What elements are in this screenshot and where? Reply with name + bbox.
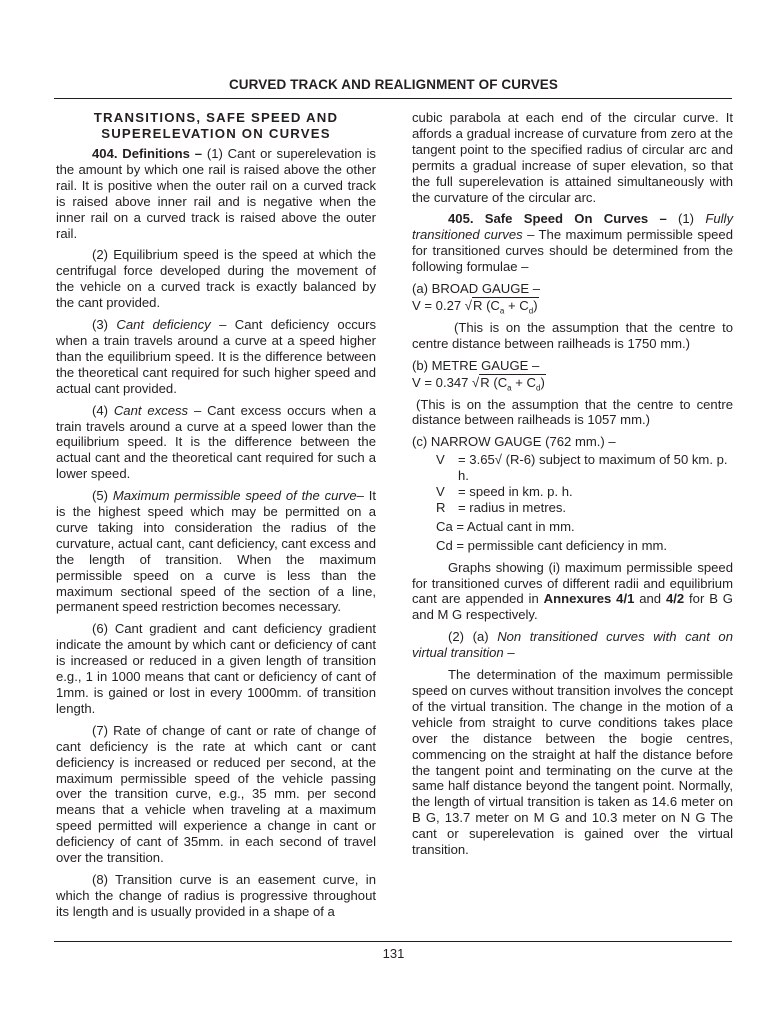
definition-text: = 3.65√ (R-6) subject to maximum of 50 km. p. h. <box>458 452 728 484</box>
term-cant-excess: Cant excess <box>113 402 189 418</box>
definition-row <box>436 500 733 516</box>
right-column <box>412 110 733 864</box>
definition-symbol: V <box>436 452 445 468</box>
definition-row <box>436 452 733 484</box>
narrow-gauge-definitions <box>436 452 733 553</box>
left-column <box>56 110 376 926</box>
term-cant-deficiency: Cant deficiency <box>116 317 211 333</box>
term-max-permissible-speed: Maximum permissible speed of the curve <box>112 488 357 504</box>
paragraph-3-text: – Cant deficiency occurs when a train travels around a curve at a speed higher than the equilibrium speed. It is the difference between the theoretical cant required for such higher speed and actual cant provided. <box>56 317 376 396</box>
paragraph-3-number: (3) <box>92 317 117 333</box>
graphs-text-1: Graphs showing (i) maximum permissible speed for transitioned curves of different radii and equilibrium cant are appended in <box>412 559 733 607</box>
graphs-text-3: for B G and M G respectively. <box>412 591 733 623</box>
term-fully-transitioned: Fully transitioned curves <box>412 211 733 243</box>
graphs-text-2: and <box>634 591 666 607</box>
header-rule <box>54 98 732 99</box>
section-title-line-2: SUPERELEVATION ON CURVES <box>101 126 331 141</box>
subscript-d: d <box>536 383 541 393</box>
formula-lhs: V = 0.347 √ <box>412 374 480 390</box>
formula-lhs: V = 0.27 √ <box>412 297 472 313</box>
paragraph-404-text: (1) Cant or superelevation is the amount by which one rail is raised above the other rail. It is positive when the outer rail on a curved track is raised above inner rail and is negative when the inner rail on a curved track is raised above the outer rail. <box>56 146 376 241</box>
subscript-a: a <box>507 383 512 393</box>
paragraph-404-heading: 404. Definitions – <box>92 146 203 161</box>
definition-ca: Ca = Actual cant in mm. <box>436 518 575 534</box>
subscript-d: d <box>528 306 534 316</box>
subscript-a: a <box>499 306 505 316</box>
paragraph-5-number: (5) <box>92 488 113 504</box>
broad-gauge-formula <box>412 298 733 314</box>
section-title-line-1: TRANSITIONS, SAFE SPEED AND <box>93 110 339 125</box>
running-header: CURVED TRACK AND REALIGNMENT OF CURVES <box>228 77 559 92</box>
paragraph-405 <box>412 211 733 275</box>
paragraph-404 <box>56 146 376 241</box>
paragraph-5-text: – It is the highest speed which may be permitted on a curve taking into consideration the radius of the curvature, actual cant, cant deficiency, cant excess and the length of transition. When the maximum permissible speed on a curve is less than the maximum sectional speed of the section of a line, permanent speed restriction becomes necessary. <box>56 488 376 615</box>
radicand-r: R (C <box>480 374 508 390</box>
broad-gauge-note: (This is on the assumption that the centre to centre distance between railheads is 1750 mm.) <box>412 319 733 351</box>
paragraph-7: (7) Rate of change of cant or rate of change of cant deficiency is the rate at which cant or cant deficiency is increased or reduced per second, at the maximum permissible speed of the vehicle passing over the transition curve, e.g., 35 mm. per second means that a vehicle when traveling at a maximum speed permitted will experience a change in cant or deficiency of cant of 35mm. in each second of travel over the transition. <box>56 722 376 866</box>
formula-radicand <box>479 374 546 393</box>
paragraph-3 <box>56 317 376 397</box>
definition-cd: Cd = permissible cant deficiency in mm. <box>436 537 668 553</box>
definition-row <box>436 484 733 500</box>
definition-text: = radius in metres. <box>458 499 567 515</box>
paragraph-2a-number: (2) (a) <box>448 629 498 645</box>
broad-gauge-label: (a) BROAD GAUGE – <box>412 281 541 297</box>
paragraph-4-text: – Cant excess occurs when a train travels around a curve at a speed lower than the equilibrium speed. It is the difference between the actual cant and the theoretical cant required for such a lower speed. <box>56 402 376 482</box>
paragraph-continuation: cubic parabola at each end of the circular curve. It affords a gradual increase of curvature from zero at the tangent point to the specified radius of circular arc and permits a gradual increase of super elevation, so that the full superelevation is attained simultaneously with the curvature of the circular arc. <box>412 110 733 205</box>
plus: + C <box>504 297 529 313</box>
annexure-4-1: Annexures 4/1 <box>543 591 635 607</box>
close-paren: ) <box>540 374 545 390</box>
plus: + C <box>511 374 537 390</box>
formula-radicand <box>472 297 539 316</box>
close-paren: ) <box>533 297 538 313</box>
metre-gauge-note: (This is on the assumption that the centre to centre distance between railheads is 1057 mm.) <box>412 396 733 428</box>
paragraph-5 <box>56 488 376 615</box>
narrow-gauge-label: (c) NARROW GAUGE (762 mm.) – <box>412 434 616 450</box>
definition-symbol: V <box>436 484 445 500</box>
paragraph-6: (6) Cant gradient and cant deficiency gradient indicate the amount by which cant or deficiency of cant is increased or reduced in a given length of transition e.g., 1 in 1000 means that cant or deficiency of cant of 1mm. is gained or lost in every 1000mm. of transition length. <box>56 621 376 716</box>
paragraph-8: (8) Transition curve is an easement curve, in which the change of radius is progressive throughout its length and is usually provided in a shape of a <box>56 871 376 919</box>
metre-gauge-formula <box>412 375 733 391</box>
paragraph-405-number: (1) <box>666 211 706 227</box>
metre-gauge-label: (b) METRE GAUGE – <box>412 357 540 373</box>
paragraph-405-heading: 405. Safe Speed On Curves – <box>448 211 667 227</box>
paragraph-graphs <box>412 560 733 624</box>
definition-symbol: R <box>436 499 446 515</box>
paragraph-405-text: – The maximum permissible speed for transitioned curves should be determined from the following formulae – <box>412 227 733 275</box>
paragraph-2a <box>412 629 733 661</box>
footer-rule <box>54 941 732 942</box>
paragraph-4 <box>56 403 376 483</box>
paragraph-4-number: (4) <box>92 402 114 418</box>
annexure-4-2: 4/2 <box>665 591 685 607</box>
term-non-transitioned: Non transitioned curves with cant on virtual transition – <box>412 629 733 661</box>
paragraph-virtual-transition: The determination of the maximum permissible speed on curves without transition involves the concept of the virtual transition. The change in the motion of a vehicle from straight to curve conditions takes place over the distance between the bogie centres, commencing on the straight at half the distance before the tangent point and terminating on the curve at the same half distance beyond the tangent point. Normally, the length of virtual transition is taken as 14.6 meter on B G, 13.7 meter on M G and 10.3 meter on N G The cant or superelevation is gained over the virtual transition. <box>412 667 733 858</box>
radicand-r: R (C <box>472 297 500 313</box>
page-number: 131 <box>382 946 405 961</box>
paragraph-2: (2) Equilibrium speed is the speed at which the centrifugal force developed during the movement of the vehicle on a curved track is exactly balanced by the cant provided. <box>56 247 376 311</box>
definition-text: = speed in km. p. h. <box>458 484 573 500</box>
